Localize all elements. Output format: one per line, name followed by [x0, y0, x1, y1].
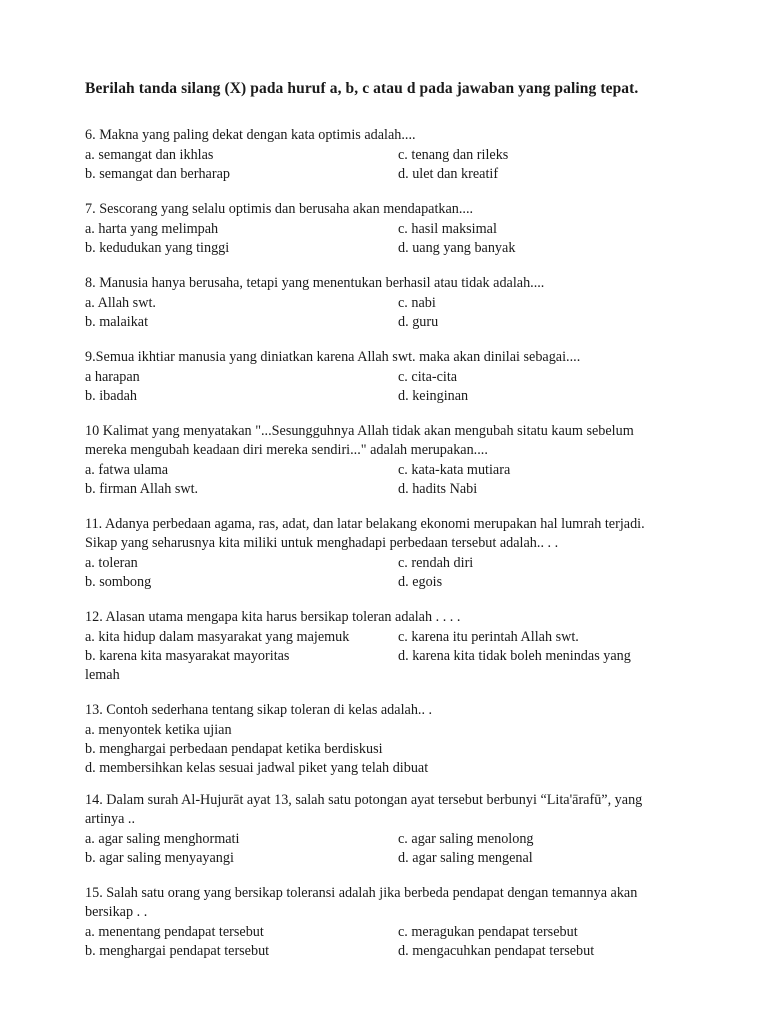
answer-options: [85, 461, 663, 499]
answer-option-row: [85, 313, 663, 332]
answer-option[interactable]: b. malaikat: [85, 314, 149, 330]
answer-options: [85, 220, 663, 258]
question-block: [85, 515, 663, 592]
answer-option[interactable]: b. ibadah: [85, 388, 138, 404]
answer-option[interactable]: d. egois: [398, 574, 443, 590]
answer-option-row: [85, 165, 663, 184]
question-stem: 11. Adanya perbedaan agama, ras, adat, dan latar belakang ekonomi merupakan hal lumrah terjadi. Sikap yang seharusnya kita miliki untuk menghadapi perbedaan tersebut adalah.. . .: [85, 516, 645, 551]
answer-option[interactable]: a harapan: [85, 369, 140, 385]
answer-option-row: [85, 239, 663, 258]
answer-option[interactable]: b. karena kita masyarakat mayoritas: [85, 648, 290, 664]
answer-option-row: [85, 554, 663, 573]
answer-option[interactable]: a. agar saling menghormati: [85, 831, 240, 847]
answer-option-row: [85, 146, 663, 165]
answer-option[interactable]: c. cita-cita: [398, 369, 458, 385]
answer-option[interactable]: d. karena kita tidak boleh menindas yang: [398, 648, 631, 664]
answer-option-row: [85, 830, 663, 849]
answer-option[interactable]: d. keinginan: [398, 388, 469, 404]
question-block: [85, 422, 663, 499]
answer-option[interactable]: b. sombong: [85, 574, 152, 590]
answer-option-row: [85, 220, 663, 239]
answer-option[interactable]: a. semangat dan ikhlas: [85, 147, 214, 163]
answer-options: [85, 146, 663, 184]
answer-option[interactable]: c. agar saling menolong: [398, 831, 534, 847]
answer-option-row: [85, 480, 663, 499]
answer-option-row: [85, 387, 663, 406]
question-stem: 13. Contoh sederhana tentang sikap toleran di kelas adalah.. .: [85, 702, 433, 718]
answer-option-row: [85, 647, 663, 666]
answer-option[interactable]: a. menyontek ketika ujian: [85, 722, 232, 738]
answer-option[interactable]: d. membersihkan kelas sesuai jadwal piket yang telah dibuat: [85, 760, 429, 776]
answer-option-row: [85, 368, 663, 387]
instruction-heading: Berilah tanda silang (X) pada huruf a, b, c atau d pada jawaban yang paling tepat.: [85, 80, 639, 97]
answer-option-row: [85, 849, 663, 868]
answer-option-row: [85, 923, 663, 942]
answer-option[interactable]: d. uang yang banyak: [398, 240, 516, 256]
question-block: [85, 274, 663, 332]
question-stem: 14. Dalam surah Al-Hujurāt ayat 13, salah satu potongan ayat tersebut berbunyi “Lita'ārafū”, yang artinya ..: [85, 792, 643, 827]
answer-option-row: [85, 942, 663, 961]
answer-option[interactable]: b. firman Allah swt.: [85, 481, 199, 497]
question-block: [85, 348, 663, 406]
answer-option[interactable]: a. kita hidup dalam masyarakat yang majemuk: [85, 629, 350, 645]
question-block: [85, 200, 663, 258]
answer-option[interactable]: d. agar saling mengenal: [398, 850, 533, 866]
answer-option-row: [85, 461, 663, 480]
question-stem: 6. Makna yang paling dekat dengan kata optimis adalah....: [85, 127, 416, 143]
answer-options: [85, 923, 663, 961]
answer-option-row: [85, 294, 663, 313]
answer-option-row: [85, 628, 663, 647]
answer-option[interactable]: c. karena itu perintah Allah swt.: [398, 629, 579, 645]
answer-option[interactable]: c. nabi: [398, 295, 436, 311]
question-block: [85, 126, 663, 184]
answer-option[interactable]: b. menghargai perbedaan pendapat ketika berdiskusi: [85, 741, 383, 757]
question-block: [85, 791, 663, 868]
question-stem: 8. Manusia hanya berusaha, tetapi yang menentukan berhasil atau tidak adalah....: [85, 275, 545, 291]
answer-option[interactable]: a. menentang pendapat tersebut: [85, 924, 264, 940]
answer-options: [85, 830, 663, 868]
answer-option[interactable]: c. tenang dan rileks: [398, 147, 509, 163]
answer-options: [85, 294, 663, 332]
answer-option-row: [85, 573, 663, 592]
answer-option[interactable]: c. hasil maksimal: [398, 221, 497, 237]
answer-options: [85, 628, 663, 666]
question-block: [85, 884, 663, 961]
answer-option[interactable]: b. menghargai pendapat tersebut: [85, 943, 270, 959]
answer-options: [85, 554, 663, 592]
answer-option[interactable]: c. kata-kata mutiara: [398, 462, 511, 478]
question-list: [85, 126, 663, 961]
answer-option[interactable]: a. fatwa ulama: [85, 462, 169, 478]
answer-option[interactable]: a. toleran: [85, 555, 138, 571]
answer-option[interactable]: b. agar saling menyayangi: [85, 850, 234, 866]
answer-options: [85, 368, 663, 406]
answer-option[interactable]: d. guru: [398, 314, 439, 330]
answer-option[interactable]: b. semangat dan berharap: [85, 166, 230, 182]
answer-option-continuation: lemah: [85, 667, 120, 683]
question-block: [85, 608, 663, 685]
question-stem: 7. Sescorang yang selalu optimis dan berusaha akan mendapatkan....: [85, 201, 474, 217]
answer-options: [85, 721, 663, 778]
answer-option[interactable]: a. harta yang melimpah: [85, 221, 219, 237]
question-stem: 9.Semua ikhtiar manusia yang diniatkan karena Allah swt. maka akan dinilai sebagai....: [85, 349, 581, 365]
answer-option[interactable]: d. hadits Nabi: [398, 481, 478, 497]
question-block: [85, 701, 663, 778]
answer-option[interactable]: d. ulet dan kreatif: [398, 166, 499, 182]
question-stem: 15. Salah satu orang yang bersikap toleransi adalah jika berbeda pendapat dengan temannya akan bersikap . .: [85, 885, 638, 920]
answer-option[interactable]: c. rendah diri: [398, 555, 474, 571]
question-stem: 10 Kalimat yang menyatakan "...Sesungguhnya Allah tidak akan mengubah sitatu kaum sebelum mereka mengubah keadaan diri mereka sendiri..." adalah merupakan....: [85, 423, 634, 458]
answer-option[interactable]: b. kedudukan yang tinggi: [85, 240, 230, 256]
question-stem: 12. Alasan utama mengapa kita harus bersikap toleran adalah . . . .: [85, 609, 461, 625]
answer-option[interactable]: d. mengacuhkan pendapat tersebut: [398, 943, 595, 959]
answer-option[interactable]: c. meragukan pendapat tersebut: [398, 924, 578, 940]
answer-option[interactable]: a. Allah swt.: [85, 295, 156, 311]
